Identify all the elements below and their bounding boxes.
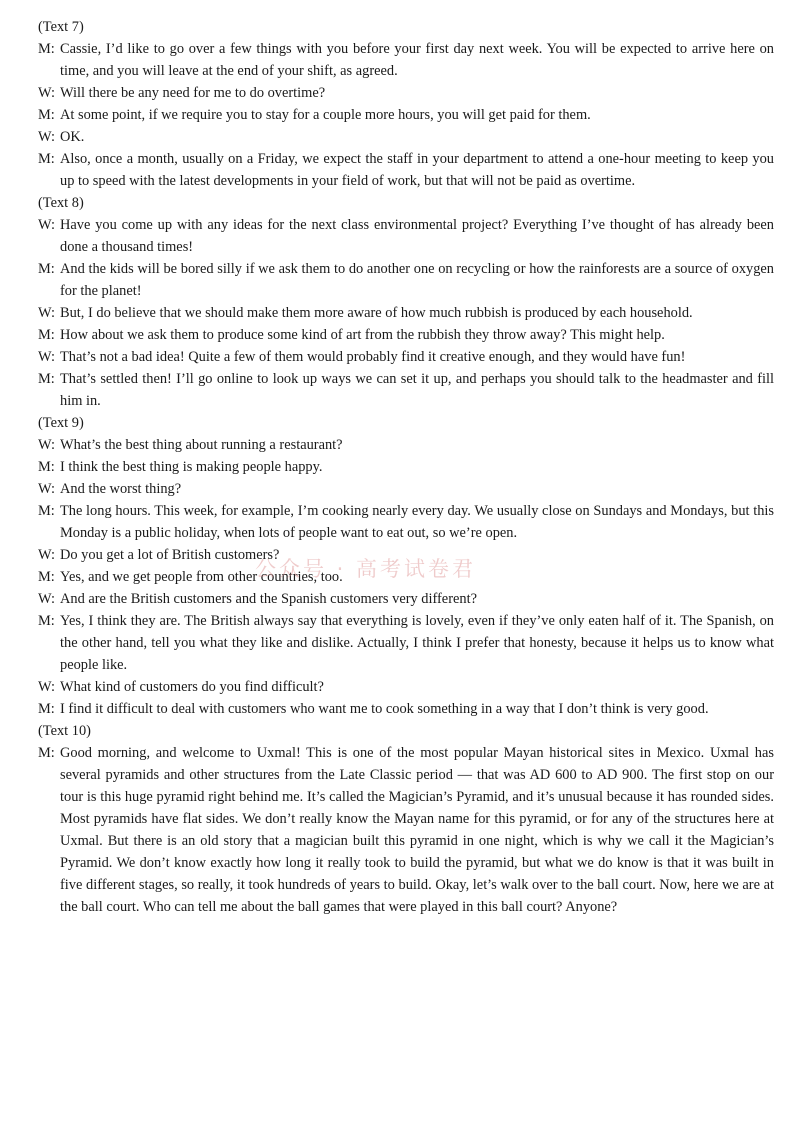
speaker-label: M:	[38, 261, 55, 277]
speech-text: The long hours. This week, for example, I’m cooking nearly every day. We usually close on Sundays and Mondays, but this Monday is a public holiday, when lots of people want to eat out, so we’re open.	[60, 503, 774, 541]
speech-text: Cassie, I’d like to go over a few things with you before your first day next week. You will be expected to arrive here on time, and you will leave at the end of your shift, as agreed.	[60, 41, 774, 79]
speech-text: That’s settled then! I’ll go online to look up ways we can set it up, and perhaps you should talk to the headmaster and fill him in.	[60, 371, 774, 409]
speech-text: Good morning, and welcome to Uxmal! This is one of the most popular Mayan historical sites in Mexico. Uxmal has several pyramids and other structures from the Late Classic period — that was AD 600 to AD 900. The first stop on our tour is this huge pyramid right behind me. It’s called the Magician’s Pyramid, and it’s unusual because it has rounded sides. Most pyramids have flat sides. We don’t really know the Mayan name for this pyramid, or for any of the structures here at Uxmal. But there is an old story that a magician built this pyramid in one night, which is why we call it the Magician’s Pyramid. We don’t know exactly how long it really took to build the pyramid, but what we do know is that it was built in five different stages, so really, it took hundreds of years to build. Okay, let’s walk over to the ball court. Now, here we are at the ball court. Who can tell me about the ball games that were played in this ball court? Anyone?	[60, 745, 774, 915]
speaker-label: M:	[38, 107, 55, 123]
speaker-label: M:	[38, 459, 55, 475]
speech-text: That’s not a bad idea! Quite a few of them would probably find it creative enough, and they would have fun!	[60, 349, 686, 365]
speaker-label: M:	[38, 327, 55, 343]
speaker-label: M:	[38, 503, 55, 519]
speaker-label: M:	[38, 613, 55, 629]
speech-text: OK.	[60, 129, 85, 145]
dialogue-turn	[38, 566, 774, 588]
dialogue-turn	[38, 214, 774, 258]
dialogue-turn	[38, 148, 774, 192]
speaker-label: M:	[38, 41, 55, 57]
speech-text: Will there be any need for me to do overtime?	[60, 85, 326, 101]
dialogue-turn	[38, 104, 774, 126]
speech-text: What’s the best thing about running a restaurant?	[60, 437, 343, 453]
dialogue-turn	[38, 500, 774, 544]
watermark-text: 公众号 · 高考试卷君	[255, 557, 477, 581]
speaker-label: M:	[38, 151, 55, 167]
speaker-label: W:	[38, 481, 56, 497]
dialogue-turn	[38, 434, 774, 456]
speaker-label: M:	[38, 701, 55, 717]
dialogue-turn	[38, 478, 774, 500]
dialogue-turn	[38, 676, 774, 698]
transcript-content	[38, 16, 774, 918]
dialogue-turn	[38, 588, 774, 610]
speaker-label: W:	[38, 129, 56, 145]
speaker-label: W:	[38, 305, 56, 321]
speech-text: But, I do believe that we should make them more aware of how much rubbish is produced by each household.	[60, 305, 693, 321]
speech-text: Also, once a month, usually on a Friday, we expect the staff in your department to attend a one-hour meeting to keep you up to speed with the latest developments in your field of work, but that will not be paid as overtime.	[60, 151, 774, 189]
speaker-label: W:	[38, 85, 56, 101]
speech-text: And the kids will be bored silly if we ask them to do another one on recycling or how the rainforests are a source of oxygen for the planet!	[60, 261, 774, 299]
speech-text: Yes, I think they are. The British always say that everything is lovely, even if they’ve only eaten half of it. The Spanish, on the other hand, tell you what they like and dislike. Actually, I think I prefer that honesty, because it helps us to know what people like.	[60, 613, 774, 673]
dialogue-turn	[38, 302, 774, 324]
section-label: (Text 9)	[38, 415, 84, 431]
speech-text: At some point, if we require you to stay for a couple more hours, you will get paid for them.	[60, 107, 591, 123]
dialogue-turn	[38, 324, 774, 346]
speaker-label: M:	[38, 371, 55, 387]
speech-text: How about we ask them to produce some kind of art from the rubbish they throw away? This might help.	[60, 327, 665, 343]
dialogue-turn	[38, 610, 774, 676]
section-label: (Text 8)	[38, 195, 84, 211]
section-label: (Text 10)	[38, 723, 91, 739]
speaker-label: W:	[38, 349, 56, 365]
speaker-label: W:	[38, 437, 56, 453]
speech-text: Do you get a lot of British customers?	[60, 547, 280, 563]
speaker-label: W:	[38, 679, 56, 695]
section-label: (Text 7)	[38, 19, 84, 35]
speaker-label: W:	[38, 547, 56, 563]
speech-text: And the worst thing?	[60, 481, 182, 497]
dialogue-turn	[38, 82, 774, 104]
dialogue-turn	[38, 698, 774, 720]
dialogue-turn	[38, 346, 774, 368]
speaker-label: M:	[38, 745, 55, 761]
speech-text: What kind of customers do you find difficult?	[60, 679, 324, 695]
speech-text: Have you come up with any ideas for the next class environmental project? Everything I’ve thought of has already been done a thousand times!	[60, 217, 774, 255]
speech-text: I think the best thing is making people happy.	[60, 459, 323, 475]
dialogue-turn	[38, 544, 774, 566]
dialogue-turn	[38, 456, 774, 478]
dialogue-turn	[38, 126, 774, 148]
speaker-label: M:	[38, 569, 55, 585]
speech-text: And are the British customers and the Spanish customers very different?	[60, 591, 477, 607]
speech-text: Yes, and we get people from other countries, too.	[60, 569, 343, 585]
dialogue-turn	[38, 258, 774, 302]
dialogue-turn	[38, 38, 774, 82]
speech-text: I find it difficult to deal with customers who want me to cook something in a way that I don’t think is very good.	[60, 701, 709, 717]
speaker-label: W:	[38, 217, 56, 233]
dialogue-turn	[38, 742, 774, 918]
dialogue-turn	[38, 368, 774, 412]
speaker-label: W:	[38, 591, 56, 607]
